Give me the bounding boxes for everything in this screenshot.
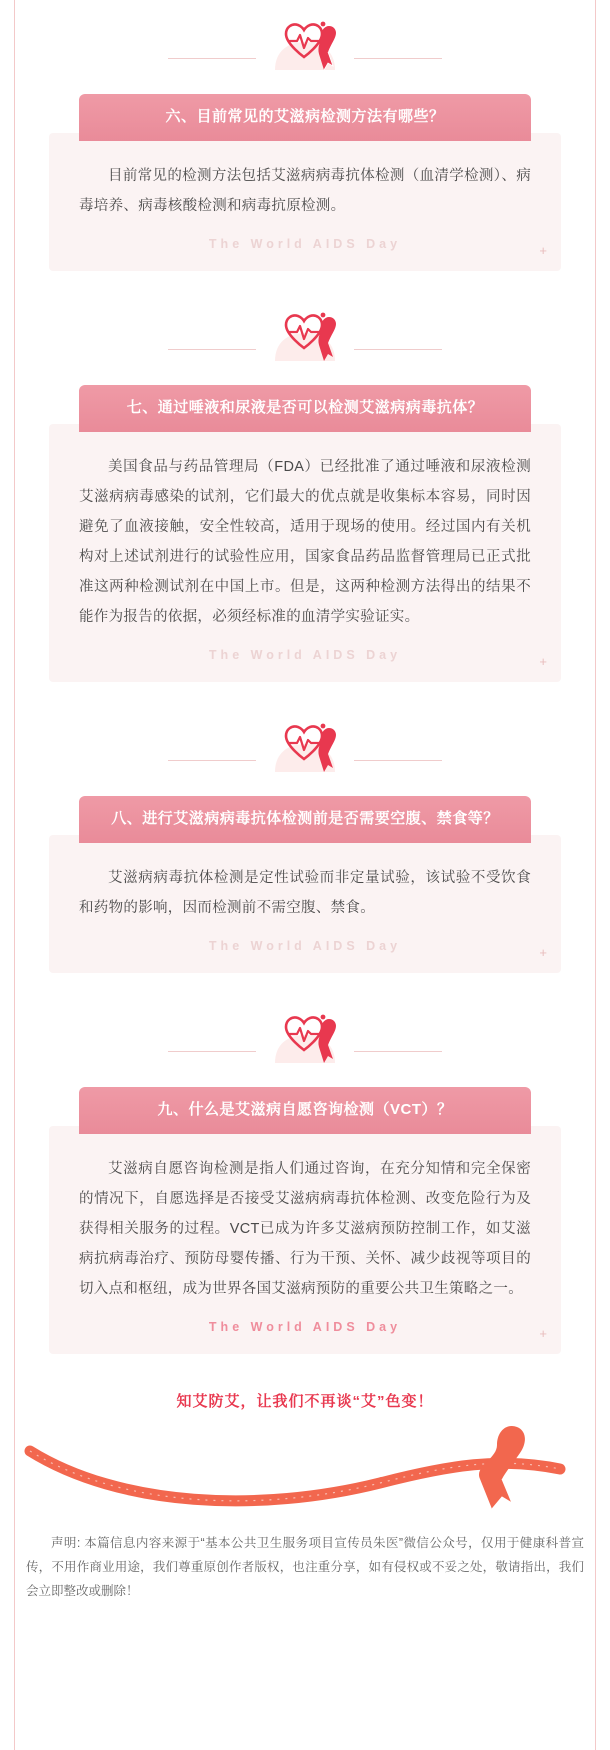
divider-line-left: [168, 760, 256, 761]
faq-body-text: 目前常见的检测方法包括艾滋病病毒抗体检测（血清学检测）、病毒培养、病毒核酸检测和病毒抗原检测。: [79, 168, 531, 214]
watermark-text: The World AIDS Day: [208, 237, 402, 251]
faq-section-q8: [0, 716, 610, 973]
faq-card: [49, 1126, 561, 1354]
faq-body-text: 艾滋病自愿咨询检测是指人们通过咨询，在充分知情和完全保密的情况下，自愿选择是否接受艾滋病病毒抗体检测、改变危险行为及获得相关服务的过程。VCT已成为许多艾滋病预防控制工作，如艾滋病抗病毒治疗、预防母婴传播、行为干预、关怀、减少歧视等项目的切入点和枢纽，成为世界各国艾滋病预防的重要公共卫生策略之一。: [79, 1161, 531, 1297]
faq-card: [49, 133, 561, 271]
divider-line-right: [354, 349, 442, 350]
heart-ribbon-emblem: [0, 1007, 610, 1081]
faq-body-text: 艾滋病病毒抗体检测是定性试验而非定量试验，该试验不受饮食和药物的影响，因而检测前不需空腹、禁食。: [79, 870, 531, 916]
watermark-text: The World AIDS Day: [208, 939, 402, 953]
divider-line-left: [168, 349, 256, 350]
disclaimer-text: 声明: 本篇信息内容来源于“基本公共卫生服务项目宣传员朱医”微信公众号，仅用于健康科普宣传，不用作商业用途，我们尊重原创作者版权，也注重分享，如有侵权或不妥之处，敬请指出，我们会立即整改或删除！: [26, 1536, 584, 1598]
heart-ribbon-icon: [245, 716, 365, 790]
faq-title: 六、目前常见的艾滋病检测方法有哪些？: [79, 94, 531, 141]
divider-line-right: [354, 58, 442, 59]
heart-ribbon-icon: [245, 14, 365, 88]
divider-line-right: [354, 760, 442, 761]
watermark-text: The World AIDS Day: [208, 1320, 402, 1334]
plus-icon: +: [539, 654, 547, 669]
faq-card: [49, 424, 561, 682]
faq-section-q7: [0, 305, 610, 682]
faq-title: 九、什么是艾滋病自愿咨询检测（VCT）？: [79, 1087, 531, 1134]
plus-icon: +: [539, 945, 547, 960]
divider-line-right: [354, 1051, 442, 1052]
faq-title: 七、通过唾液和尿液是否可以检测艾滋病病毒抗体？: [79, 385, 531, 432]
plus-icon: +: [539, 243, 547, 258]
faq-title: 八、进行艾滋病病毒抗体检测前是否需要空腹、禁食等？: [79, 796, 531, 843]
divider-line-left: [168, 58, 256, 59]
plus-icon: +: [539, 1326, 547, 1341]
heart-ribbon-emblem: [0, 716, 610, 790]
faq-section-q6: [0, 14, 610, 271]
faq-card: [49, 835, 561, 973]
heart-ribbon-emblem: [0, 305, 610, 379]
faq-section-q9: [0, 1007, 610, 1354]
swoosh-icon: [0, 1421, 610, 1513]
ribbon-swoosh-graphic: [0, 1421, 610, 1513]
footer-slogan: 知艾防艾，让我们不再谈“艾”色变！: [176, 1393, 434, 1410]
heart-ribbon-emblem: [0, 14, 610, 88]
watermark-text: The World AIDS Day: [208, 648, 402, 662]
faq-body-text: 美国食品与药品管理局（FDA）已经批准了通过唾液和尿液检测艾滋病病毒感染的试剂，它们最大的优点就是收集标本容易，同时因避免了血液接触，安全性较高，适用于现场的使用。经过国内有关机构对上述试剂进行的试验性应用，国家食品药品监督管理局已正式批准这两种检测试剂在中国上市。但是，这两种检测方法得出的结果不能作为报告的依据，必须经标准的血清学实验证实。: [79, 459, 531, 625]
heart-ribbon-icon: [245, 305, 365, 379]
heart-ribbon-icon: [245, 1007, 365, 1081]
divider-line-left: [168, 1051, 256, 1052]
